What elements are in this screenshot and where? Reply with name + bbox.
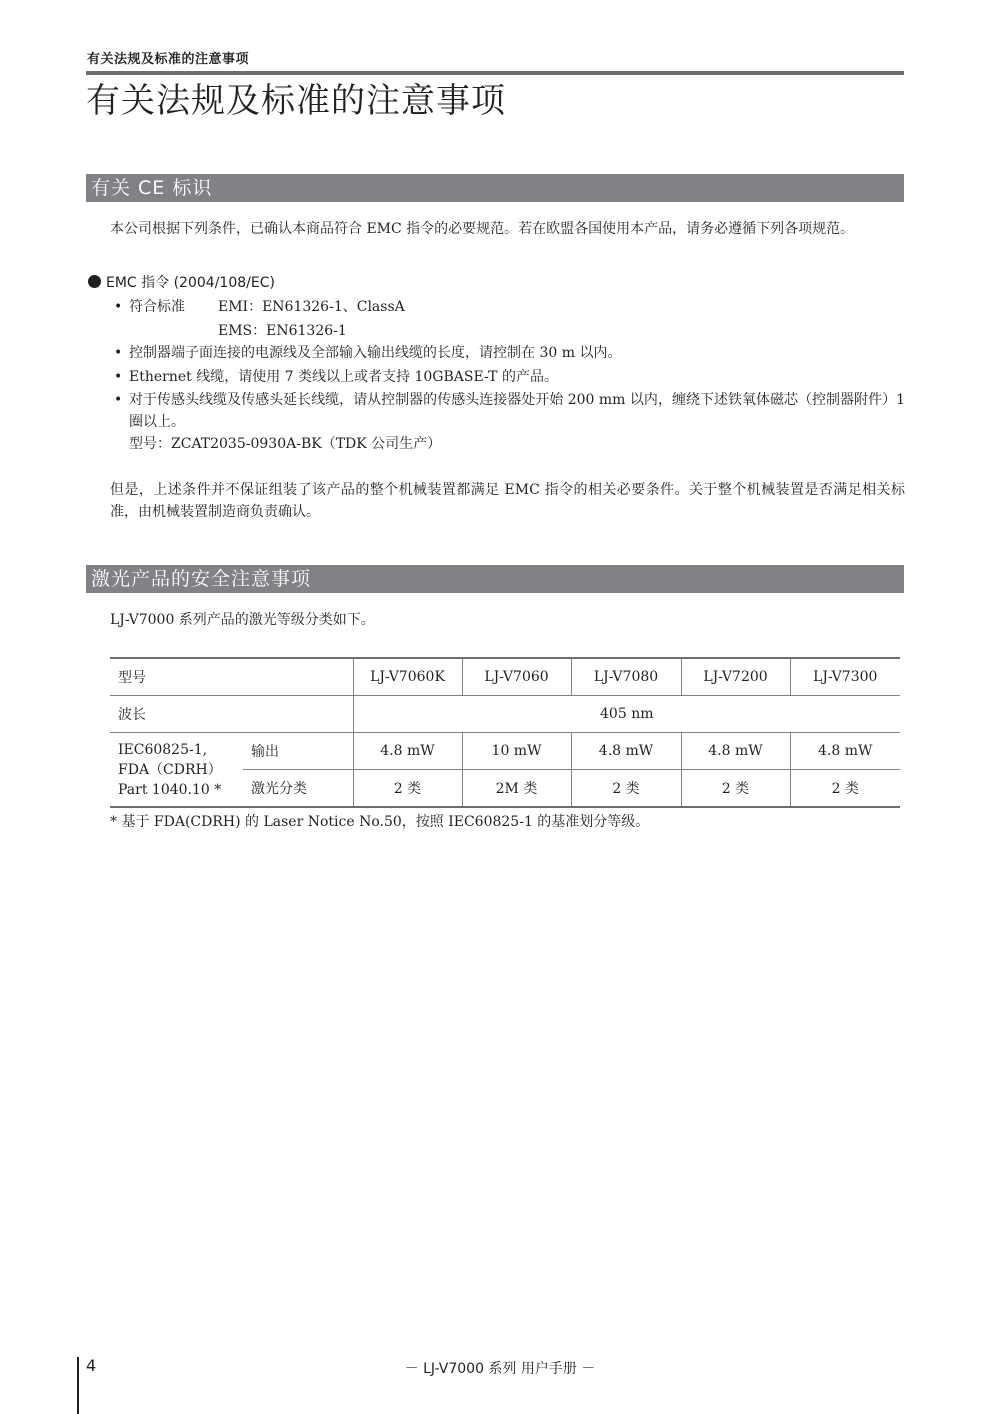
standard-line: Part 1040.10 * [118, 781, 222, 798]
class-header: 激光分类 [243, 770, 353, 808]
output-cell: 4.8 mW [681, 733, 790, 770]
wavelength-value: 405 nm [353, 696, 900, 733]
model-cell: LJ-V7300 [790, 658, 900, 696]
emi-standard: EMI：EN61326-1、ClassA [218, 299, 405, 315]
list-item-standard: • 符合标准 EMI：EN61326-1、ClassA EMS：EN61326-1 [114, 296, 905, 318]
laser-class-table [110, 657, 900, 808]
table-row-output [110, 733, 900, 770]
laser-intro: LJ-V7000 系列产品的激光等级分类如下。 [110, 612, 375, 628]
header-rule [86, 71, 904, 75]
output-cell: 10 mW [462, 733, 571, 770]
table-footnote: * 基于 FDA(CDRH) 的 Laser Notice No.50，按照 IEC60825-1 的基准划分等级。 [110, 814, 650, 830]
wavelength-header: 波长 [110, 696, 353, 733]
ce-disclaimer: 但是，上述条件并不保证组装了该产品的整个机械装置都满足 EMC 指令的相关必要条件。关于整个机械装置是否满足相关标准，由机械装置制造商负责确认。 [110, 482, 905, 520]
list-item-ethernet: • Ethernet 线缆，请使用 7 类线以上或者支持 10GBASE-T 的产品。 [114, 369, 558, 385]
section-title-ce: 有关 CE 标识 [86, 174, 904, 202]
class-cell: 2 类 [681, 770, 790, 808]
class-cell: 2 类 [790, 770, 900, 808]
list-item-cable-length: • 控制器端子面连接的电源线及全部输入输出线缆的长度，请控制在 30 m 以内。 [114, 345, 622, 361]
ferrite-model-note: 型号：ZCAT2035-0930A-BK（TDK 公司生产） [129, 436, 442, 452]
emc-directive-label: EMC 指令 (2004/108/EC) [106, 275, 275, 291]
cable-length-text: 控制器端子面连接的电源线及全部输入输出线缆的长度，请控制在 30 m 以内。 [129, 345, 622, 361]
model-cell: LJ-V7060K [353, 658, 462, 696]
standard-cell [110, 733, 243, 808]
output-header: 输出 [243, 733, 353, 770]
class-cell: 2M 类 [462, 770, 571, 808]
ems-standard: EMS：EN61326-1 [218, 323, 347, 339]
class-cell: 2 类 [571, 770, 681, 808]
ethernet-text: Ethernet 线缆，请使用 7 类线以上或者支持 10GBASE-T 的产品。 [129, 369, 558, 385]
table-row-wavelength [110, 696, 900, 733]
model-cell: LJ-V7200 [681, 658, 790, 696]
output-cell: 4.8 mW [353, 733, 462, 770]
page-number: 4 [86, 1356, 97, 1375]
model-cell: LJ-V7060 [462, 658, 571, 696]
table-row-model [110, 658, 900, 696]
footer-manual-title: － LJ-V7000 系列 用户手册 － [404, 1361, 596, 1377]
page-title: 有关法规及标准的注意事项 [86, 81, 506, 121]
standard-line: FDA（CDRH） [118, 761, 222, 778]
bullet-dot-icon [88, 275, 101, 288]
ce-intro: 本公司根据下列条件，已确认本商品符合 EMC 指令的必要规范。若在欧盟各国使用本产品，请务必遵循下列各项规范。 [110, 221, 855, 237]
running-header: 有关法规及标准的注意事项 [87, 52, 250, 67]
standard-label: 符合标准 [129, 299, 185, 315]
output-cell: 4.8 mW [790, 733, 900, 770]
section-title-laser: 激光产品的安全注意事项 [86, 565, 904, 593]
class-cell: 2 类 [353, 770, 462, 808]
list-item-ferrite: • 对于传感头线缆及传感头延长线缆，请从控制器的传感头连接器处开始 200 mm 以内，缠绕下述铁氧体磁芯（控制器附件）1 圈以上。 [114, 389, 905, 433]
emc-directive-heading [88, 273, 275, 293]
model-header: 型号 [110, 658, 353, 696]
ferrite-text: 对于传感头线缆及传感头延长线缆，请从控制器的传感头连接器处开始 200 mm 以内，缠绕下述铁氧体磁芯（控制器附件）1 圈以上。 [129, 392, 905, 430]
model-cell: LJ-V7080 [571, 658, 681, 696]
standard-line: IEC60825-1, [118, 741, 208, 758]
output-cell: 4.8 mW [571, 733, 681, 770]
